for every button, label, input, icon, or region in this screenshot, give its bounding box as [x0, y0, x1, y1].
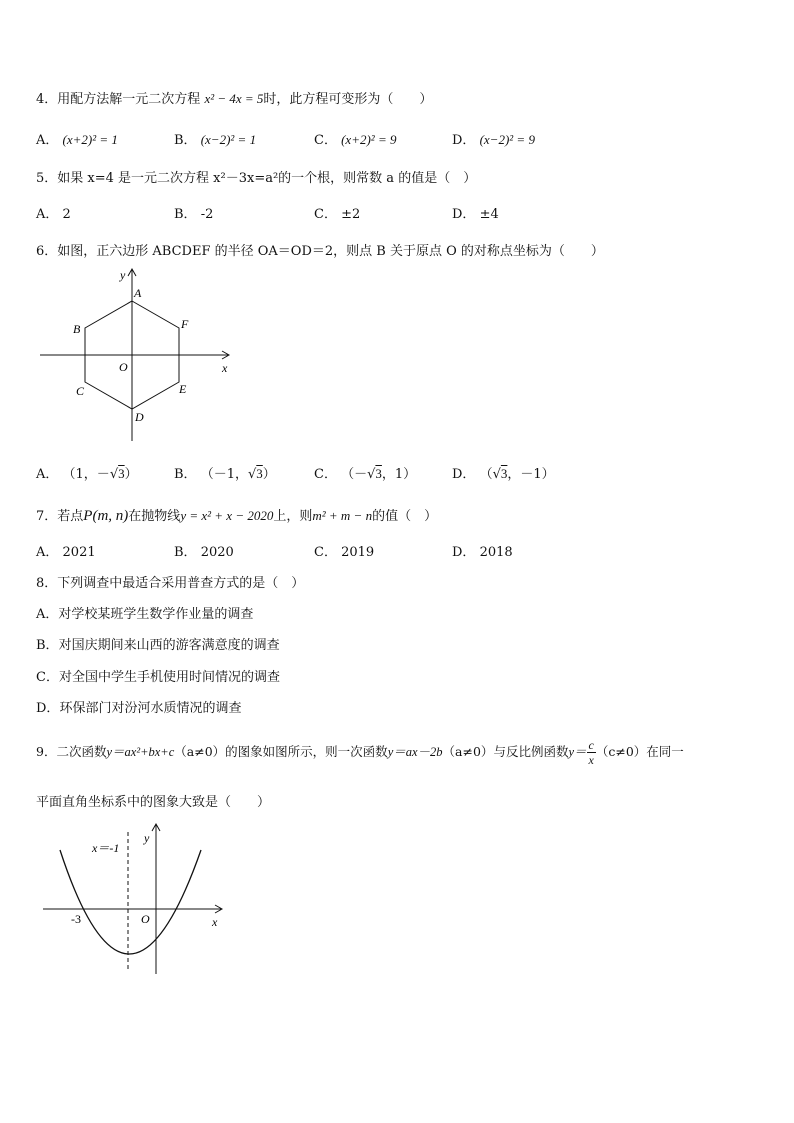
- option-label: A．: [36, 545, 59, 560]
- sqrt-sign: √: [492, 467, 501, 482]
- q7-option-d[interactable]: [452, 541, 513, 560]
- question-7-stem: [36, 505, 437, 525]
- condition: （a≠0）: [174, 744, 226, 759]
- option-label: D．: [452, 545, 476, 560]
- condition: （c≠0）: [595, 744, 647, 759]
- parabola-expression: y = x² + x − 2020: [180, 508, 274, 523]
- option-label: A．: [36, 207, 59, 222]
- option-text: （: [479, 467, 493, 482]
- fraction-denominator: x: [588, 753, 594, 767]
- q6-option-c[interactable]: [314, 463, 416, 482]
- question-text-part3: 与反比例函数: [493, 744, 569, 759]
- q4-option-c[interactable]: [314, 129, 396, 148]
- fraction-numerator: c: [588, 738, 594, 752]
- parabola-figure: [40, 822, 230, 982]
- option-text-end: ）: [262, 467, 276, 482]
- x-axis-label: x: [222, 361, 228, 375]
- q4-option-d[interactable]: [452, 129, 535, 148]
- q4-option-a[interactable]: [36, 129, 118, 148]
- root-label: -3: [71, 912, 81, 926]
- option-text-end: ，－1）: [507, 467, 555, 482]
- option-label: D．: [452, 467, 476, 482]
- question-text-part2: 的图象如图所示，则一次函数: [225, 744, 388, 759]
- q8-option-d[interactable]: [36, 697, 241, 716]
- equation: x² − 4x = 5: [204, 91, 264, 106]
- question-5-stem: [36, 167, 476, 186]
- question-text-end: 的值（ ）: [372, 509, 438, 524]
- option-label: C．: [314, 545, 337, 560]
- symmetry-axis-label: x＝-1: [92, 841, 120, 855]
- option-text: 环保部门对汾河水质情况的调查: [59, 701, 242, 716]
- value-expression: m² + m − n: [312, 508, 373, 523]
- question-text: 下列调查中最适合采用普查方式的是（ ）: [57, 576, 305, 591]
- radicand: 3: [500, 466, 508, 481]
- vertex-f-label: F: [181, 317, 189, 331]
- question-9-stem: [36, 738, 684, 767]
- question-text: 二次函数: [56, 744, 107, 759]
- option-text: (x+2)² = 9: [341, 132, 397, 147]
- question-9-stem-line2: [36, 791, 270, 810]
- option-text-end: ）: [124, 467, 138, 482]
- option-label: C．: [314, 467, 337, 482]
- option-text: （－1，: [200, 467, 248, 482]
- vertex-c-label: C: [76, 384, 85, 398]
- option-label: C．: [36, 670, 59, 685]
- question-4-stem: [36, 88, 432, 107]
- question-text: 若点: [57, 509, 84, 524]
- q7-option-a[interactable]: [36, 541, 96, 560]
- y-axis-label: y: [120, 268, 126, 282]
- q8-option-a[interactable]: [36, 603, 253, 622]
- option-label: D．: [452, 133, 476, 148]
- question-number: 8．: [36, 576, 58, 591]
- option-text: 2: [62, 207, 71, 222]
- option-label: A．: [36, 133, 59, 148]
- option-text: 2018: [479, 545, 513, 560]
- fraction: [587, 738, 596, 767]
- option-text: 对学校某班学生数学作业量的调查: [58, 607, 254, 622]
- q5-option-c[interactable]: [314, 203, 360, 222]
- q6-option-b[interactable]: [174, 463, 276, 482]
- condition: （a≠0）: [442, 744, 494, 759]
- point-expression: P(m, n): [83, 508, 129, 524]
- option-label: A．: [36, 467, 59, 482]
- option-text: （1，－: [62, 467, 110, 482]
- option-label: B．: [174, 133, 197, 148]
- radicand: 3: [375, 466, 382, 481]
- option-label: A．: [36, 607, 59, 622]
- q8-option-b[interactable]: [36, 634, 280, 653]
- option-text: 2019: [341, 545, 375, 560]
- vertex-e-label: E: [179, 382, 187, 396]
- question-6-stem: [36, 240, 604, 259]
- option-text: (x−2)² = 9: [479, 132, 535, 147]
- q5-option-a[interactable]: [36, 203, 71, 222]
- option-label: C．: [314, 207, 337, 222]
- question-text-part4: 在同一: [646, 744, 684, 759]
- question-text-line2: 平面直角坐标系中的图象大致是（ ）: [36, 795, 271, 810]
- sqrt-sign: √: [367, 467, 376, 482]
- option-label: B．: [36, 638, 59, 653]
- question-text: 如果 x=4 是一元二次方程 x²－3x=a²的一个根，则常数 a 的值是（ ）: [57, 171, 477, 186]
- hexagon-figure: [36, 265, 246, 445]
- option-label: B．: [174, 467, 197, 482]
- vertex-d-label: D: [135, 410, 144, 424]
- radicand: 3: [256, 466, 263, 481]
- option-text-end: ，1）: [381, 467, 417, 482]
- origin-label: O: [141, 912, 150, 926]
- x-axis-label: x: [212, 915, 218, 929]
- q7-option-b[interactable]: [174, 541, 234, 560]
- q6-option-d[interactable]: [452, 463, 555, 482]
- option-text: 2021: [62, 545, 96, 560]
- option-label: B．: [174, 545, 197, 560]
- vertex-a-label: A: [134, 286, 142, 300]
- option-text: ±4: [479, 207, 499, 222]
- option-text: 对国庆期间来山西的游客满意度的调查: [58, 638, 280, 653]
- inverse-function-lhs: y＝: [568, 745, 587, 759]
- question-number: 5．: [36, 171, 58, 186]
- question-text: 用配方法解一元二次方程: [57, 92, 201, 107]
- option-text: 对全国中学生手机使用时间情况的调查: [58, 670, 280, 685]
- y-axis-label: y: [144, 831, 150, 845]
- option-text: (x+2)² = 1: [62, 132, 118, 147]
- linear-function: y＝ax－2b: [387, 745, 443, 759]
- vertex-b-label: B: [73, 322, 81, 336]
- question-number: 4．: [36, 92, 58, 107]
- option-text: 2020: [200, 545, 234, 560]
- question-8-stem: [36, 572, 304, 591]
- question-text: 如图，正六边形 ABCDEF 的半径 OA＝OD＝2，则点 B 关于原点 O 的对称点坐标为（ ）: [57, 244, 604, 259]
- sqrt-sign: √: [247, 467, 257, 482]
- q5-option-d[interactable]: [452, 203, 499, 222]
- option-label: D．: [452, 207, 476, 222]
- question-number: 9．: [36, 744, 57, 759]
- radicand: 3: [118, 466, 125, 481]
- sqrt-sign: √: [109, 467, 119, 482]
- question-text-mid: 在抛物线: [128, 509, 181, 524]
- q8-option-c[interactable]: [36, 666, 280, 685]
- question-number: 7．: [36, 509, 58, 524]
- quadratic-function: y＝ax²+bx+c: [106, 745, 175, 759]
- option-text: （－: [341, 467, 368, 482]
- parabola-curve: [60, 850, 201, 954]
- q6-option-a[interactable]: [36, 463, 138, 482]
- option-label: B．: [174, 207, 197, 222]
- option-text: (x−2)² = 1: [200, 132, 257, 147]
- question-text-mid2: 上，则: [273, 509, 313, 524]
- option-label: C．: [314, 133, 337, 148]
- q7-option-c[interactable]: [314, 541, 374, 560]
- q5-option-b[interactable]: [174, 203, 213, 222]
- option-text: -2: [200, 207, 214, 222]
- origin-label: O: [119, 360, 128, 374]
- question-text-end: 时，此方程可变形为（ ）: [263, 92, 433, 107]
- q4-option-b[interactable]: [174, 129, 256, 148]
- option-label: D．: [36, 701, 60, 716]
- option-text: ±2: [341, 207, 361, 222]
- question-number: 6．: [36, 244, 58, 259]
